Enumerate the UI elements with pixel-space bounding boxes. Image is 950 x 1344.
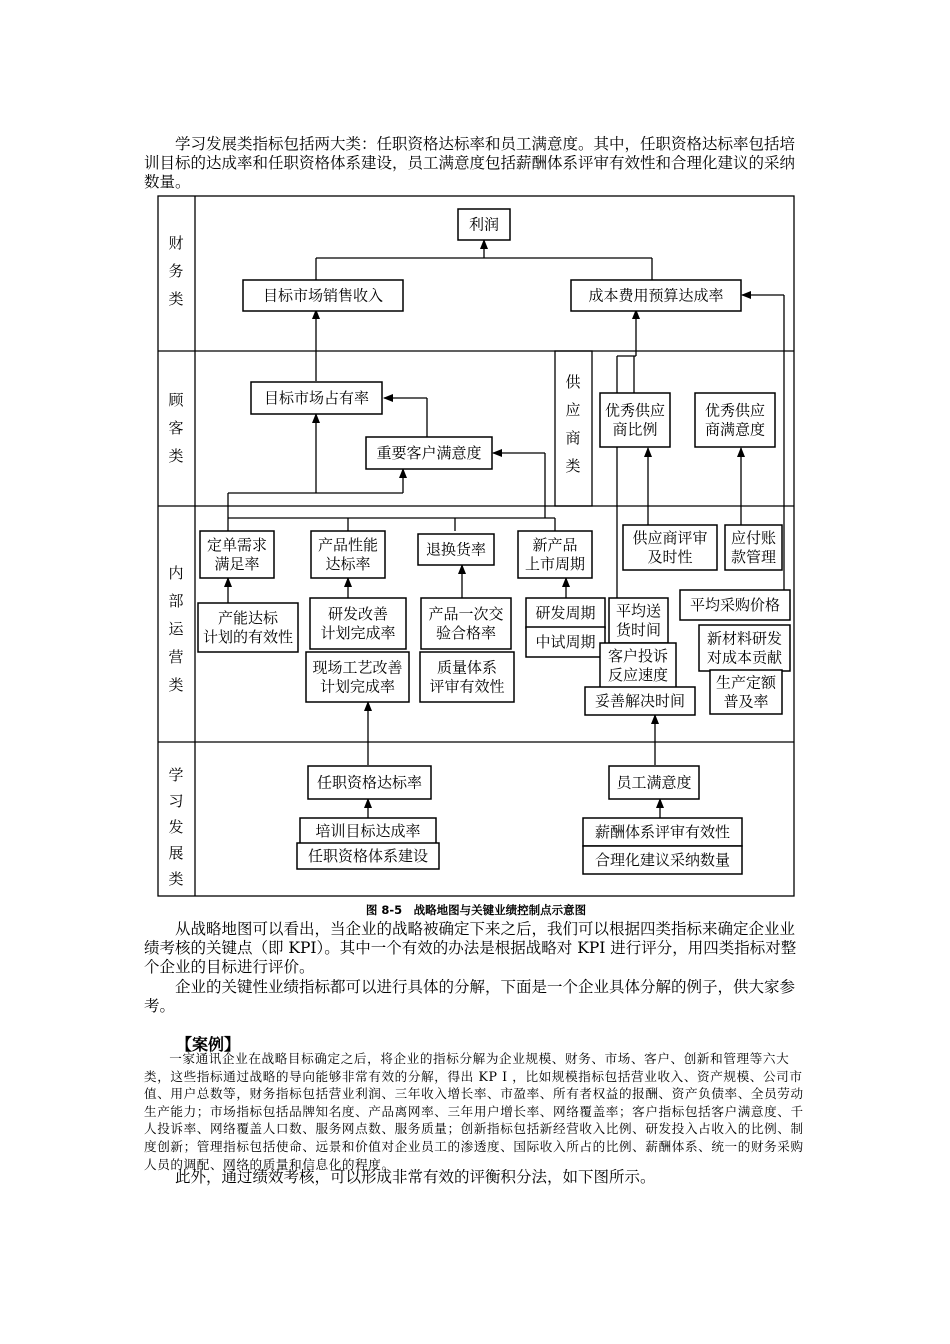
box-label: 目标市场销售收入 [262, 286, 384, 305]
case-text: 一家通讯企业在战略目标确定之后，将企业的指标分解为企业规模、财务、市场、客户、创新和管理等六大类，这些指标通过战略的导向能够非常有效的分解，得出 KP I ，比如规模指标包括营业收入、资产规模、公司市值、用户总数等，财务指标包括营业利润、三年收入增长率、市盈率、所有者权益的报酬、资产负债率、全员劳动生产能力；市场指标包括品牌知名度、产品离网率、三年用户增长率、网络覆盖率；客户指标包括客户满意度、千人投诉率、网络覆盖人口数、服务网点数、服务质量；创新指标包括新经营收入比例、研发投入占收入的比例、制度创新；管理指标包括使命、远景和价值对企业员工的渗透度、国际收入所占的比例、薪酬体系、统一的财务采购人员的调配、网络的质量和信息化的程度。 [144, 1051, 804, 1172]
box-quality-system [420, 652, 514, 702]
lane-char: 财 [168, 234, 184, 252]
box-supplier-review [623, 525, 717, 570]
paragraph-2: 从战略地图可以看出，当企业的战略被确定下来之后，我们可以根据四类指标来确定企业业绩考核的关键点（即 KPI）。其中一个有效的办法是根据战略对 KPI 进行评分，用四类指标对整个企业的目标进行评价。 [144, 920, 797, 976]
box-label: 研发周期 [535, 604, 596, 622]
box-excellent-supplier-satisfaction [695, 393, 775, 447]
lane-char: 发 [168, 818, 184, 836]
box-compensation-review [583, 818, 742, 846]
box-new-product-cycle [518, 531, 592, 578]
box-label: 应付账 [730, 529, 777, 547]
box-label: 商比例 [612, 420, 658, 439]
box-label: 商满意度 [704, 420, 766, 439]
box-excellent-supplier-ratio [600, 393, 670, 447]
box-label: 优秀供应 [704, 401, 766, 420]
box-label: 利润 [468, 215, 500, 234]
lane-char: 类 [565, 457, 581, 475]
case-heading: 【案例】 [176, 1035, 241, 1054]
box-key-customer-satisfaction [366, 437, 492, 469]
box-label: 生产定额 [715, 673, 777, 692]
box-employee-satisfaction [609, 766, 699, 799]
box-label: 货时间 [615, 621, 662, 639]
lane-char: 类 [168, 870, 184, 888]
box-label: 员工满意度 [616, 773, 692, 792]
box-return-rate [418, 534, 494, 565]
box-complaint-response [600, 643, 676, 688]
lane-char: 务 [168, 262, 184, 280]
box-label: 产品性能 [317, 536, 379, 554]
box-rd-improvement [310, 598, 406, 649]
box-label: 平均采购价格 [689, 596, 781, 614]
box-label: 新产品 [532, 536, 578, 554]
box-label: 产能达标 [217, 609, 279, 627]
lane-char: 商 [565, 429, 581, 447]
box-pilot-cycle [526, 627, 605, 657]
intro-paragraph: 学习发展类指标包括两大类：任职资格达标率和员工满意度。其中，任职资格达标率包括培训目标的达成率和任职资格体系建设，员工满意度包括薪酬体系评审有效性和合理化建议的采纳数量。 [144, 135, 796, 191]
box-label: 任职资格体系建设 [307, 847, 429, 865]
lane-char: 营 [168, 648, 184, 666]
lane-char: 习 [168, 792, 184, 810]
box-order-fulfillment [200, 531, 274, 578]
box-qualification-rate [308, 766, 431, 799]
box-label: 退换货率 [425, 540, 487, 559]
box-market-share [251, 382, 382, 414]
paragraph-4: 此外，通过绩效考核，可以形成非常有效的评衡积分法，如下图所示。 [175, 1168, 656, 1186]
box-label: 薪酬体系评审有效性 [594, 823, 731, 841]
box-label: 反应速度 [607, 666, 669, 684]
lane-char: 顾 [168, 391, 184, 409]
box-label: 重要客户满意度 [376, 444, 482, 462]
lane-char: 内 [168, 564, 184, 582]
box-label: 中试周期 [535, 633, 596, 651]
lane-customer [168, 391, 184, 465]
paragraph-3: 企业的关键性业绩指标都可以进行具体的分解，下面是一个企业具体分解的例子，供大家参考。 [144, 978, 796, 1015]
figure-caption: 图 8-5 战略地图与关键业绩控制点示意图 [365, 903, 587, 917]
lane-char: 客 [168, 419, 184, 437]
lane-supplier [565, 373, 581, 475]
box-label: 定单需求 [206, 536, 268, 554]
box-label: 目标市场占有率 [263, 389, 370, 407]
box-production-quota [710, 670, 782, 714]
lane-char: 类 [168, 447, 184, 465]
box-rd-cycle [526, 598, 605, 628]
box-label: 上市周期 [524, 555, 586, 573]
box-sales-revenue [243, 280, 403, 311]
box-new-material-cost [699, 625, 790, 671]
box-product-performance [311, 531, 385, 578]
box-label: 及时性 [647, 548, 693, 566]
box-label: 培训目标达成率 [315, 822, 421, 840]
box-label: 验合格率 [435, 624, 497, 642]
lane-internal [168, 564, 184, 694]
box-label: 妥善解决时间 [594, 692, 686, 710]
box-label: 普及率 [723, 692, 769, 711]
box-label: 现场工艺改善 [312, 658, 403, 677]
box-label: 成本费用预算达成率 [588, 286, 724, 305]
lane-char: 类 [168, 290, 184, 308]
box-first-pass-yield [421, 598, 511, 649]
box-label: 计划完成率 [320, 624, 396, 642]
box-capacity-plan [198, 603, 298, 652]
box-label: 合理化建议采纳数量 [594, 851, 731, 869]
box-qualification-system [297, 843, 439, 869]
box-label: 研发改善 [327, 605, 389, 623]
box-avg-delivery [609, 598, 668, 643]
lane-char: 部 [168, 592, 184, 610]
box-label: 计划的有效性 [202, 628, 294, 646]
box-training-rate [300, 818, 436, 844]
box-label: 满足率 [214, 555, 260, 573]
box-label: 计划完成率 [319, 677, 396, 696]
box-label: 评审有效性 [429, 677, 505, 696]
box-label: 优秀供应 [604, 401, 666, 420]
lane-char: 展 [168, 844, 184, 862]
box-label: 客户投诉 [607, 647, 669, 665]
lane-char: 运 [168, 620, 184, 638]
box-label: 任职资格达标率 [316, 773, 423, 792]
box-avg-purchase-price [680, 590, 790, 620]
lane-finance [168, 234, 183, 308]
box-label: 供应商评审 [632, 529, 708, 547]
box-suggestion-adoption [583, 846, 742, 874]
lane-char: 应 [565, 401, 581, 419]
box-label: 产品一次交 [428, 605, 504, 623]
box-payables [725, 525, 782, 570]
box-label: 款管理 [730, 548, 777, 566]
box-label: 对成本贡献 [706, 648, 783, 667]
box-resolution-time [585, 687, 695, 715]
box-profit [458, 209, 510, 240]
box-label: 平均送 [615, 602, 662, 620]
lane-char: 供 [565, 373, 581, 391]
box-label: 达标率 [325, 555, 371, 573]
box-label: 质量体系 [436, 658, 498, 677]
lane-char: 类 [168, 676, 184, 694]
box-label: 新材料研发 [706, 629, 783, 648]
box-cost-budget [571, 280, 741, 311]
box-onsite-process [306, 652, 409, 702]
lane-char: 学 [168, 766, 184, 784]
lane-learning [168, 766, 183, 888]
